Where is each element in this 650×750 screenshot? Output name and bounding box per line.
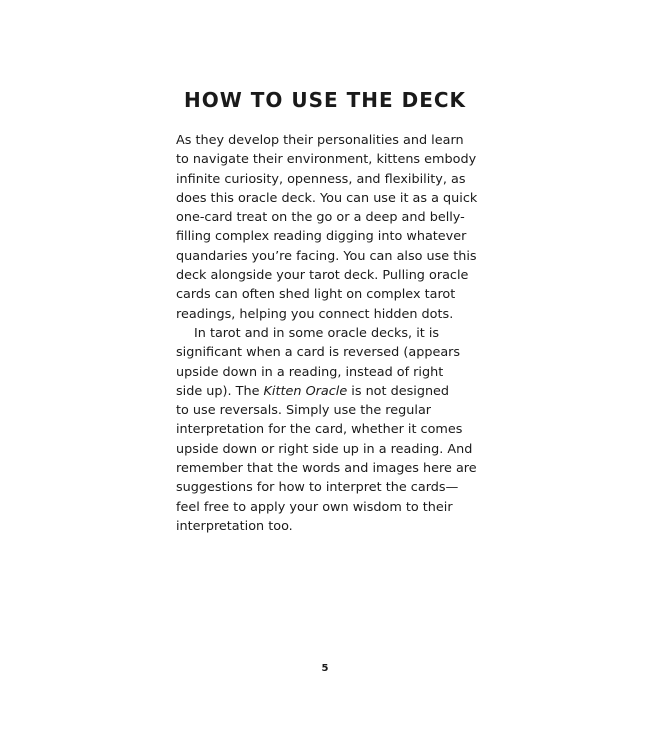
text-line: infinite curiosity, openness, and flexibility, as [176, 171, 466, 187]
page-heading: HOW TO USE THE DECK [183, 88, 467, 112]
text-line: upside down in a reading, instead of right [176, 364, 444, 380]
text-segment: is not designed [347, 383, 450, 399]
text-line: interpretation too. [176, 518, 293, 534]
paragraph-1 [176, 131, 476, 324]
text-line-with-title [176, 382, 476, 401]
text-line: suggestions for how to interpret the cards— [176, 480, 459, 496]
paragraph-2 [176, 324, 476, 536]
text-line: to use reversals. Simply use the regular [176, 403, 432, 419]
body-text [176, 131, 476, 536]
text-line: to navigate their environment, kittens embody [176, 152, 477, 168]
text-line: significant when a card is reversed (appears [176, 345, 461, 361]
text-line: In tarot and in some oracle decks, it is [194, 325, 440, 341]
text-line: interpretation for the card, whether it comes [176, 422, 463, 438]
text-line: As they develop their personalities and learn [176, 133, 464, 148]
text-line: does this oracle deck. You can use it as a quick [176, 190, 478, 206]
book-title: Kitten Oracle [263, 383, 348, 399]
text-line: remember that the words and images here are [176, 461, 477, 477]
page-number: 5 [321, 663, 329, 674]
text-line: deck alongside your tarot deck. Pulling oracle [176, 268, 469, 284]
text-line: quandaries you’re facing. You can also use this [176, 248, 477, 264]
text-line: readings, helping you connect hidden dots. [176, 306, 454, 322]
text-line: feel free to apply your own wisdom to their [176, 499, 453, 515]
text-line: filling complex reading digging into whatever [176, 229, 467, 245]
text-line: cards can often shed light on complex tarot [176, 287, 456, 303]
text-line: upside down or right side up in a reading. And [176, 441, 473, 457]
text-segment: side up). The [176, 383, 264, 399]
text-line: one-card treat on the go or a deep and belly- [176, 210, 465, 226]
